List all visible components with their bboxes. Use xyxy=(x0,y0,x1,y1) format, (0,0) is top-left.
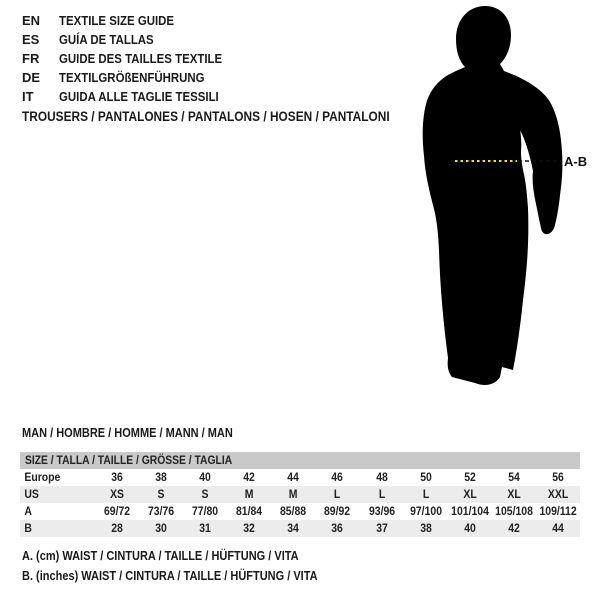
size-cell: 42 xyxy=(508,521,520,535)
language-label: TEXTILGRÖßENFÜHRUNG xyxy=(59,70,205,85)
row-label: A xyxy=(24,504,32,518)
size-cell: 105/108 xyxy=(495,504,533,518)
table-row xyxy=(20,486,580,503)
size-cell: 36 xyxy=(111,470,123,484)
footnote-text: A. (cm) WAIST / CINTURA / TAILLE / HÜFTUNG / VITA xyxy=(22,549,299,563)
size-cell: 69/72 xyxy=(103,504,131,518)
size-cell: M xyxy=(244,487,254,501)
size-cell: 109/112 xyxy=(539,504,577,518)
size-cell: 73/76 xyxy=(148,504,175,518)
language-code: FR xyxy=(22,51,40,66)
size-cell: S xyxy=(201,487,209,501)
section-title-text: MAN / HOMBRE / HOMME / MANN / MAN xyxy=(22,426,233,440)
size-cell: XL xyxy=(463,487,477,501)
row-label: Europe xyxy=(24,470,61,484)
size-cell: 38 xyxy=(419,521,432,535)
size-cell: XS xyxy=(110,487,125,501)
size-cell: 97/100 xyxy=(409,504,442,518)
footnote-text: B. (inches) WAIST / CINTURA / TAILLE / HÜFTUNG / VITA xyxy=(22,569,318,583)
table-row xyxy=(20,469,580,486)
language-label: GUÍA DE TALLAS xyxy=(59,32,154,47)
language-code: DE xyxy=(22,70,41,85)
size-cell: 37 xyxy=(375,521,388,535)
size-cell: S xyxy=(157,487,165,501)
language-label: TEXTILE SIZE GUIDE xyxy=(59,13,175,28)
size-cell: 31 xyxy=(199,521,212,535)
size-table-body xyxy=(20,469,580,537)
size-cell: 54 xyxy=(508,470,520,484)
language-row xyxy=(22,49,244,68)
size-table-header xyxy=(20,452,580,469)
table-row xyxy=(20,503,580,520)
size-cell: 89/92 xyxy=(324,504,351,518)
garment-title xyxy=(22,109,440,124)
footnote xyxy=(22,566,358,586)
garment-title-text: TROUSERS / PANTALONES / PANTALONS / HOSEN / PANTALONI xyxy=(22,109,390,124)
size-cell: XL xyxy=(507,487,521,501)
language-code: ES xyxy=(22,32,40,47)
language-list xyxy=(22,11,244,106)
language-row xyxy=(22,30,244,49)
row-label: B xyxy=(24,521,32,535)
man-silhouette-svg xyxy=(390,0,600,400)
row-label: US xyxy=(24,487,39,501)
language-code: EN xyxy=(22,13,41,28)
table-row xyxy=(20,520,580,537)
measure-label: A-B xyxy=(564,154,588,169)
size-cell: 50 xyxy=(419,470,432,484)
language-row xyxy=(22,87,244,106)
size-cell: L xyxy=(422,487,429,501)
language-code: IT xyxy=(22,89,34,104)
size-cell: L xyxy=(334,487,341,501)
size-cell: 77/80 xyxy=(192,504,219,518)
size-cell: 81/84 xyxy=(236,504,263,518)
size-cell: 56 xyxy=(552,470,564,484)
size-cell: 93/96 xyxy=(368,504,395,518)
size-cell: 38 xyxy=(155,470,167,484)
size-cell: 101/104 xyxy=(450,504,489,518)
size-table-header-text: SIZE / TALLA / TAILLE / GRÖSSE / TAGLIA xyxy=(25,453,233,467)
size-cell: 52 xyxy=(463,470,476,484)
language-label: GUIDA ALLE TAGLIE TESSILI xyxy=(59,89,219,104)
size-cell: 30 xyxy=(155,521,167,535)
size-cell: 40 xyxy=(199,470,212,484)
size-cell: 44 xyxy=(287,470,300,484)
language-row xyxy=(22,68,244,87)
size-cell: 48 xyxy=(375,470,388,484)
size-cell: 46 xyxy=(331,470,344,484)
man-silhouette-shape xyxy=(423,6,563,385)
size-cell: 85/88 xyxy=(280,504,307,518)
size-cell: L xyxy=(378,487,385,501)
size-cell: 40 xyxy=(463,521,476,535)
footnote xyxy=(22,546,358,566)
size-cell: 28 xyxy=(111,521,123,535)
size-cell: 32 xyxy=(243,521,256,535)
size-cell: XXL xyxy=(547,487,569,501)
size-cell: 34 xyxy=(287,521,300,535)
section-title xyxy=(22,426,262,440)
size-table xyxy=(20,452,580,537)
size-cell: 44 xyxy=(552,521,564,535)
size-cell: 42 xyxy=(243,470,256,484)
size-cell: M xyxy=(289,487,298,501)
language-row xyxy=(22,11,244,30)
footnotes xyxy=(22,546,358,586)
size-cell: 36 xyxy=(331,521,344,535)
language-label: GUIDE DES TAILLES TEXTILE xyxy=(59,51,223,66)
man-figure xyxy=(390,0,600,400)
